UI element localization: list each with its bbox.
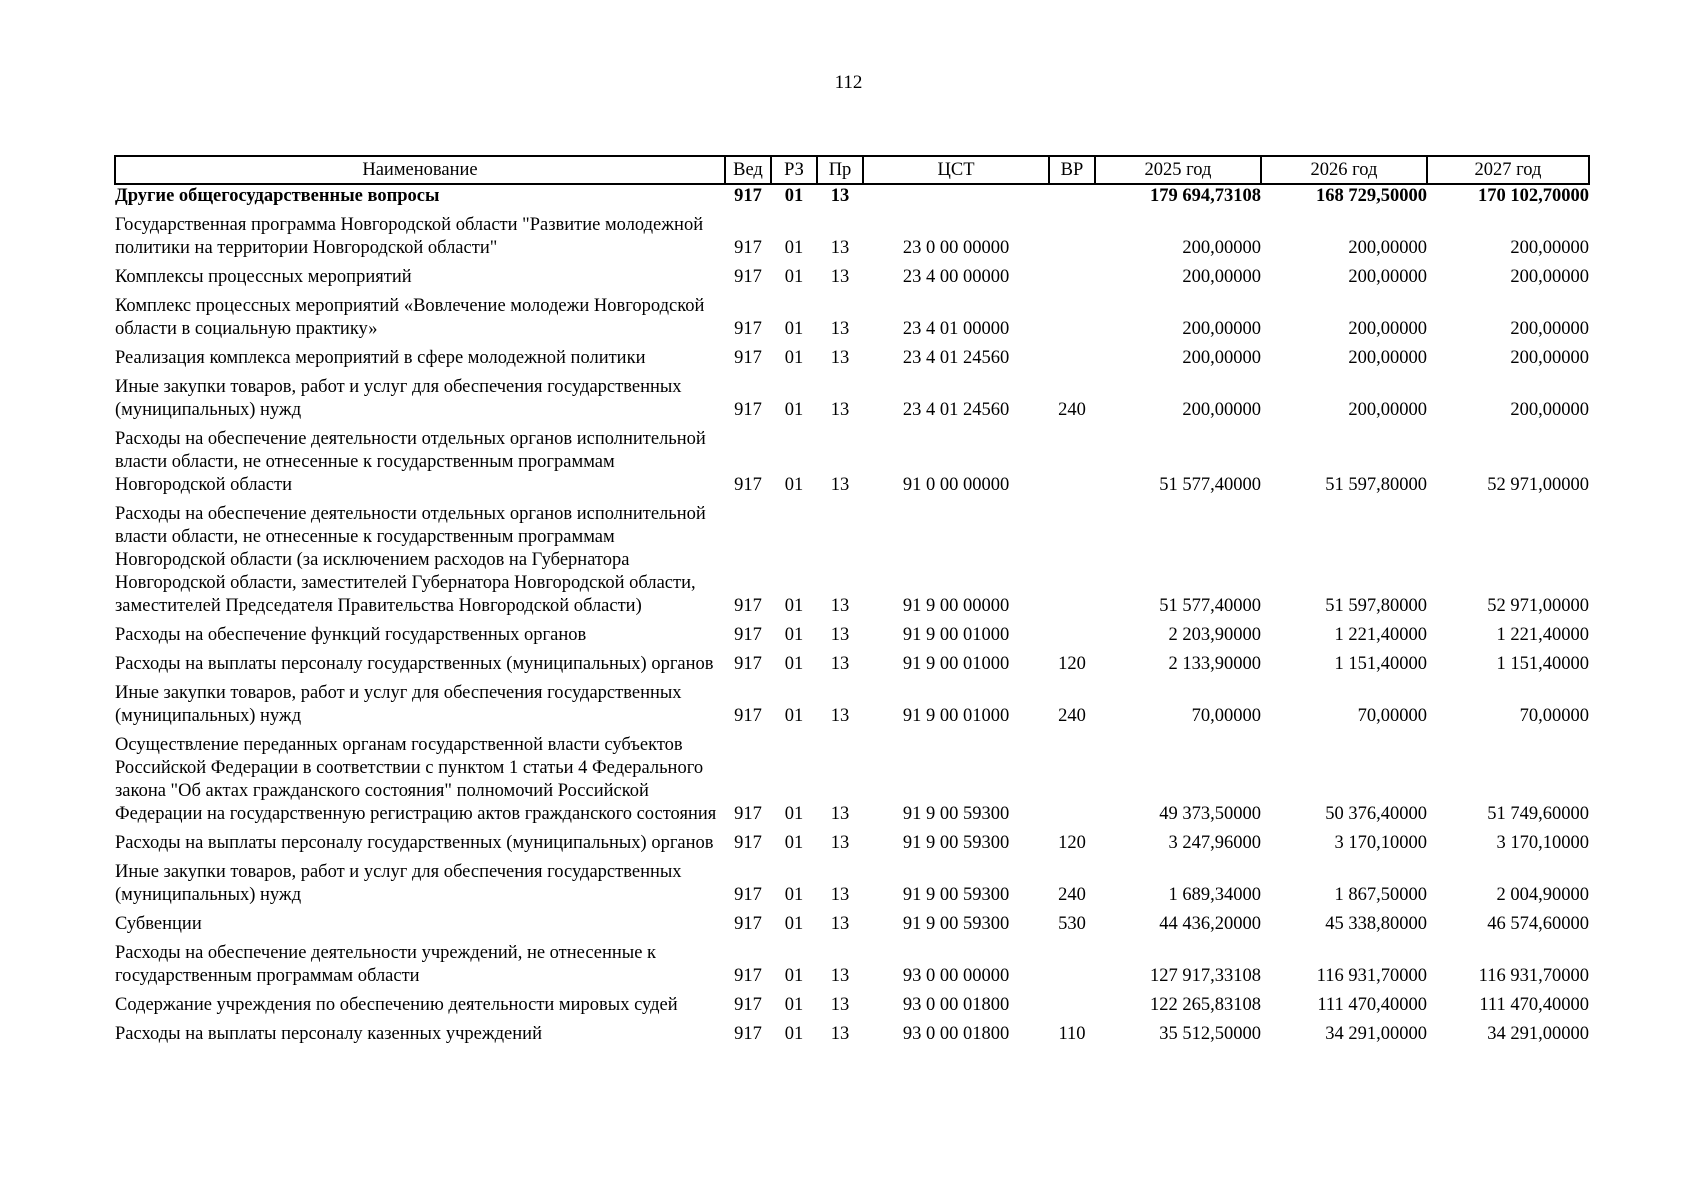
row-name: Расходы на выплаты персоналу государственных (муниципальных) органов xyxy=(115,654,714,674)
row-name: Иные закупки товаров, работ и услуг для обеспечения государственных (муниципальных) нужд xyxy=(115,377,682,420)
row-cst: 91 9 00 01000 xyxy=(902,625,1010,645)
row-amount-2025: 127 917,33108 xyxy=(1150,966,1261,986)
row-rz: 01 xyxy=(784,966,804,986)
row-rz: 01 xyxy=(784,1024,804,1044)
row-amount-2026: 70,00000 xyxy=(1357,706,1427,726)
row-pr: 13 xyxy=(830,475,850,495)
row-amount-2027: 52 971,00000 xyxy=(1487,596,1589,616)
row-vr xyxy=(1049,988,1095,1017)
row-amount-2027: 1 221,40000 xyxy=(1496,625,1589,645)
row-amount-2027: 170 102,70000 xyxy=(1478,186,1589,206)
header-ved: Вед xyxy=(725,156,771,184)
row-name: Расходы на обеспечение деятельности отдельных органов исполнительной власти области, не отнесенные к государственным программам Новгородской области xyxy=(115,429,706,495)
row-name: Другие общегосударственные вопросы xyxy=(115,186,440,206)
row-amount-2027: 1 151,40000 xyxy=(1496,654,1589,674)
row-pr: 13 xyxy=(830,833,850,853)
row-rz: 01 xyxy=(784,475,804,495)
row-amount-2026: 200,00000 xyxy=(1348,267,1427,287)
row-rz: 01 xyxy=(784,596,804,616)
row-pr: 13 xyxy=(830,238,850,258)
row-amount-2025: 179 694,73108 xyxy=(1150,186,1261,206)
row-rz: 01 xyxy=(784,706,804,726)
row-amount-2026: 3 170,10000 xyxy=(1334,833,1427,853)
row-vr xyxy=(1049,618,1095,647)
budget-table xyxy=(114,155,1590,1046)
table-row xyxy=(115,422,1589,497)
row-ved: 917 xyxy=(734,804,762,824)
row-amount-2026: 200,00000 xyxy=(1348,400,1427,420)
table-row xyxy=(115,289,1589,341)
row-ved: 917 xyxy=(734,348,762,368)
table-row xyxy=(115,260,1589,289)
row-cst: 91 9 00 59300 xyxy=(902,804,1010,824)
row-ved: 917 xyxy=(734,654,762,674)
row-ved: 917 xyxy=(734,706,762,726)
row-vr: 240 xyxy=(1058,400,1086,420)
row-cst: 91 9 00 59300 xyxy=(902,885,1010,905)
table-row xyxy=(115,988,1589,1017)
row-amount-2026: 1 221,40000 xyxy=(1334,625,1427,645)
row-vr: 120 xyxy=(1058,833,1086,853)
row-rz: 01 xyxy=(784,319,804,339)
row-name: Расходы на выплаты персоналу казенных учреждений xyxy=(115,1024,542,1044)
table-row xyxy=(115,676,1589,728)
row-vr xyxy=(1049,728,1095,826)
row-cst: 91 0 00 00000 xyxy=(902,475,1010,495)
row-amount-2026: 1 867,50000 xyxy=(1334,885,1427,905)
row-vr xyxy=(1049,422,1095,497)
row-amount-2025: 200,00000 xyxy=(1182,348,1261,368)
row-name: Комплексы процессных мероприятий xyxy=(115,267,412,287)
row-ved: 917 xyxy=(734,1024,762,1044)
row-ved: 917 xyxy=(734,400,762,420)
row-ved: 917 xyxy=(734,625,762,645)
row-cst: 91 9 00 59300 xyxy=(902,914,1010,934)
table-row xyxy=(115,208,1589,260)
row-vr xyxy=(1049,936,1095,988)
row-rz: 01 xyxy=(784,995,804,1015)
row-ved: 917 xyxy=(734,475,762,495)
row-cst: 23 4 00 00000 xyxy=(902,267,1010,287)
row-cst: 23 0 00 00000 xyxy=(902,238,1010,258)
row-ved: 917 xyxy=(734,833,762,853)
row-cst: 91 9 00 59300 xyxy=(902,833,1010,853)
row-rz: 01 xyxy=(784,654,804,674)
table-row xyxy=(115,907,1589,936)
table-row xyxy=(115,647,1589,676)
row-ved: 917 xyxy=(734,966,762,986)
row-pr: 13 xyxy=(830,1024,850,1044)
row-pr: 13 xyxy=(830,596,850,616)
row-amount-2026: 168 729,50000 xyxy=(1316,186,1427,206)
header-2026: 2026 год xyxy=(1261,156,1427,184)
row-rz: 01 xyxy=(784,400,804,420)
row-amount-2027: 34 291,00000 xyxy=(1487,1024,1589,1044)
row-name: Иные закупки товаров, работ и услуг для обеспечения государственных (муниципальных) нужд xyxy=(115,683,682,726)
row-amount-2026: 116 931,70000 xyxy=(1316,966,1427,986)
row-vr xyxy=(1049,341,1095,370)
row-pr: 13 xyxy=(830,348,850,368)
row-name: Осуществление переданных органам государственной власти субъектов Российской Федерации в соответствии с пунктом 1 статьи 4 Федерального закона "Об актах гражданского состояния" полномочий Российской Федерации на государственную регистрацию актов гражданского состояния xyxy=(115,735,717,824)
row-amount-2027: 200,00000 xyxy=(1510,319,1589,339)
header-2027: 2027 год xyxy=(1427,156,1589,184)
row-amount-2025: 200,00000 xyxy=(1182,400,1261,420)
row-cst: 91 9 00 01000 xyxy=(902,654,1010,674)
row-ved: 917 xyxy=(734,267,762,287)
row-name: Государственная программа Новгородской области "Развитие молодежной политики на территории Новгородской области" xyxy=(115,215,704,258)
table-row xyxy=(115,936,1589,988)
row-amount-2027: 46 574,60000 xyxy=(1487,914,1589,934)
row-rz: 01 xyxy=(784,186,804,206)
page-number: 112 xyxy=(834,72,863,93)
row-amount-2026: 50 376,40000 xyxy=(1325,804,1427,824)
row-cst: 23 4 01 00000 xyxy=(902,319,1010,339)
row-ved: 917 xyxy=(734,238,762,258)
header-2025: 2025 год xyxy=(1095,156,1261,184)
row-ved: 917 xyxy=(734,914,762,934)
row-rz: 01 xyxy=(784,348,804,368)
row-amount-2026: 1 151,40000 xyxy=(1334,654,1427,674)
row-amount-2026: 200,00000 xyxy=(1348,348,1427,368)
row-cst: 91 9 00 00000 xyxy=(902,596,1010,616)
row-pr: 13 xyxy=(830,625,850,645)
row-pr: 13 xyxy=(830,804,850,824)
row-amount-2025: 2 203,90000 xyxy=(1168,625,1261,645)
row-vr xyxy=(1049,289,1095,341)
row-rz: 01 xyxy=(784,625,804,645)
row-amount-2027: 2 004,90000 xyxy=(1496,885,1589,905)
row-name: Расходы на выплаты персоналу государственных (муниципальных) органов xyxy=(115,833,714,853)
row-amount-2025: 2 133,90000 xyxy=(1168,654,1261,674)
row-cst: 93 0 00 01800 xyxy=(902,1024,1010,1044)
row-amount-2026: 34 291,00000 xyxy=(1325,1024,1427,1044)
row-name: Реализация комплекса мероприятий в сфере молодежной политики xyxy=(115,348,646,368)
table-row xyxy=(115,184,1589,208)
row-amount-2027: 52 971,00000 xyxy=(1487,475,1589,495)
row-ved: 917 xyxy=(734,885,762,905)
row-vr: 240 xyxy=(1058,885,1086,905)
row-amount-2025: 44 436,20000 xyxy=(1159,914,1261,934)
row-name: Субвенции xyxy=(115,914,202,934)
row-amount-2027: 70,00000 xyxy=(1519,706,1589,726)
row-amount-2026: 200,00000 xyxy=(1348,319,1427,339)
row-rz: 01 xyxy=(784,885,804,905)
row-vr xyxy=(1049,260,1095,289)
row-vr: 530 xyxy=(1058,914,1086,934)
row-amount-2026: 111 470,40000 xyxy=(1317,995,1427,1015)
row-amount-2027: 200,00000 xyxy=(1510,400,1589,420)
row-amount-2027: 51 749,60000 xyxy=(1487,804,1589,824)
row-cst: 91 9 00 01000 xyxy=(902,706,1010,726)
row-pr: 13 xyxy=(830,267,850,287)
row-cst: 23 4 01 24560 xyxy=(902,400,1010,420)
row-amount-2027: 200,00000 xyxy=(1510,238,1589,258)
row-amount-2025: 1 689,34000 xyxy=(1168,885,1261,905)
row-cst: 23 4 01 24560 xyxy=(902,348,1010,368)
row-ved: 917 xyxy=(734,319,762,339)
header-vr: ВР xyxy=(1049,156,1095,184)
row-amount-2026: 200,00000 xyxy=(1348,238,1427,258)
table-body xyxy=(115,184,1589,1046)
row-vr xyxy=(1049,497,1095,618)
row-amount-2027: 200,00000 xyxy=(1510,348,1589,368)
table-row xyxy=(115,826,1589,855)
row-rz: 01 xyxy=(784,238,804,258)
row-pr: 13 xyxy=(830,186,850,206)
row-cst xyxy=(863,184,1049,208)
row-amount-2027: 200,00000 xyxy=(1510,267,1589,287)
row-vr: 110 xyxy=(1058,1024,1086,1044)
table-row xyxy=(115,370,1589,422)
row-pr: 13 xyxy=(830,914,850,934)
header-cst: ЦСТ xyxy=(863,156,1049,184)
row-rz: 01 xyxy=(784,267,804,287)
header-pr: Пр xyxy=(817,156,863,184)
header-rz: РЗ xyxy=(771,156,817,184)
table-row xyxy=(115,341,1589,370)
row-ved: 917 xyxy=(734,995,762,1015)
row-pr: 13 xyxy=(830,995,850,1015)
header-name: Наименование xyxy=(115,156,725,184)
row-cst: 93 0 00 01800 xyxy=(902,995,1010,1015)
table-row xyxy=(115,618,1589,647)
table-row xyxy=(115,1017,1589,1046)
row-vr: 120 xyxy=(1058,654,1086,674)
row-amount-2027: 3 170,10000 xyxy=(1496,833,1589,853)
row-pr: 13 xyxy=(830,706,850,726)
row-amount-2025: 200,00000 xyxy=(1182,267,1261,287)
row-amount-2026: 51 597,80000 xyxy=(1325,596,1427,616)
table-row xyxy=(115,728,1589,826)
row-rz: 01 xyxy=(784,914,804,934)
table-header-row xyxy=(115,156,1589,184)
row-vr xyxy=(1049,208,1095,260)
row-pr: 13 xyxy=(830,885,850,905)
row-ved: 917 xyxy=(734,596,762,616)
table-row xyxy=(115,855,1589,907)
row-amount-2027: 116 931,70000 xyxy=(1478,966,1589,986)
row-amount-2027: 111 470,40000 xyxy=(1479,995,1589,1015)
row-amount-2025: 200,00000 xyxy=(1182,319,1261,339)
row-amount-2026: 45 338,80000 xyxy=(1325,914,1427,934)
row-vr: 240 xyxy=(1058,706,1086,726)
row-name: Комплекс процессных мероприятий «Вовлечение молодежи Новгородской области в социальную практику» xyxy=(115,296,705,339)
row-pr: 13 xyxy=(830,654,850,674)
row-pr: 13 xyxy=(830,319,850,339)
row-amount-2025: 49 373,50000 xyxy=(1159,804,1261,824)
row-pr: 13 xyxy=(830,400,850,420)
row-cst: 93 0 00 00000 xyxy=(902,966,1010,986)
row-amount-2025: 35 512,50000 xyxy=(1159,1024,1261,1044)
row-rz: 01 xyxy=(784,833,804,853)
row-amount-2026: 51 597,80000 xyxy=(1325,475,1427,495)
row-rz: 01 xyxy=(784,804,804,824)
row-amount-2025: 51 577,40000 xyxy=(1159,475,1261,495)
row-amount-2025: 70,00000 xyxy=(1191,706,1261,726)
row-amount-2025: 200,00000 xyxy=(1182,238,1261,258)
row-vr xyxy=(1049,184,1095,208)
row-name: Содержание учреждения по обеспечению деятельности мировых судей xyxy=(115,995,678,1015)
row-name: Расходы на обеспечение деятельности учреждений, не отнесенные к государственным программам области xyxy=(115,943,657,986)
table-row xyxy=(115,497,1589,618)
row-amount-2025: 51 577,40000 xyxy=(1159,596,1261,616)
row-ved: 917 xyxy=(734,186,762,206)
row-name: Иные закупки товаров, работ и услуг для обеспечения государственных (муниципальных) нужд xyxy=(115,862,682,905)
row-pr: 13 xyxy=(830,966,850,986)
row-name: Расходы на обеспечение функций государственных органов xyxy=(115,625,587,645)
row-amount-2025: 122 265,83108 xyxy=(1150,995,1261,1015)
row-name: Расходы на обеспечение деятельности отдельных органов исполнительной власти области, не отнесенные к государственным программам Новгородской области (за исключением расходов на Губернатора Новгородской области, заместителей Губернатора Новгородской области, заместителей Председателя Правительства Новгородской области) xyxy=(115,504,706,616)
row-amount-2025: 3 247,96000 xyxy=(1168,833,1261,853)
